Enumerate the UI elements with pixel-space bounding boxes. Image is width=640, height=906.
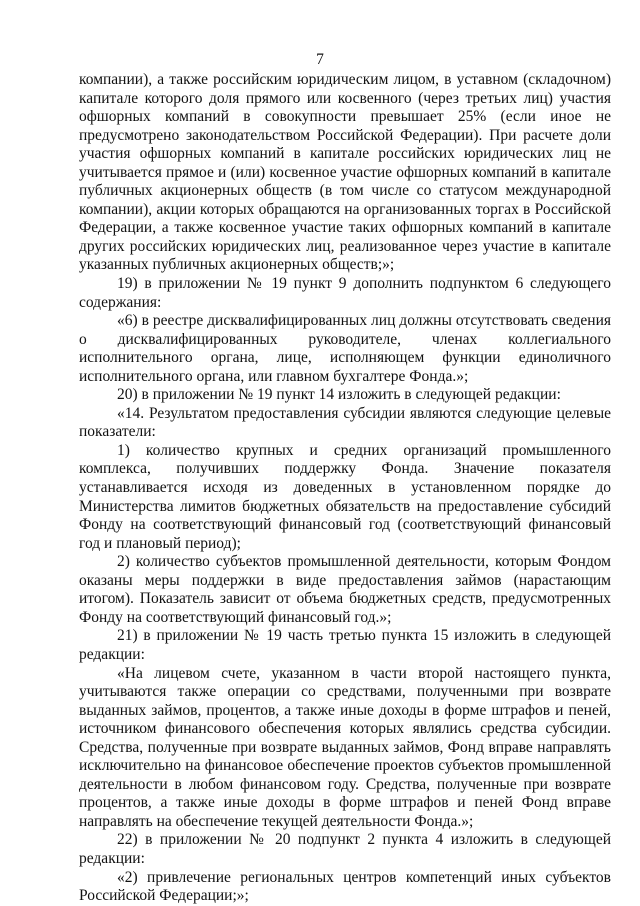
paragraph-offshore-continuation: компании), а также российским юридическим лицом, в уставном (складочном) капитале которого доля прямого или косвенного (через третьих лиц) участия офшорных компаний в совокупности превышает 25% (если иное не предусмотрено законодательством Российской Федерации). При расчете доли участия офшорных компаний в капитале российских юридических лиц не учитывается прямое и (или) косвенное участие офшорных компаний в капитале публичных акционерных обществ (в том числе со статусом международной компании), акции которых обращаются на организованных торгах в Российской Федерации, а также косвенное участие таких офшорных компаний в капитале других российских юридических лиц, реализованное через участие в капитале указанных публичных акционерных обществ;»; <box>79 71 611 274</box>
paragraph-indicator-2: 2) количество субъектов промышленной деятельности, которым Фондом оказаны меры поддержки в виде предоставления займов (нарастающим итогом). Показатель зависит от объема бюджетных средств, предусмотренных Фонду на соответствующий финансовый год.»; <box>79 553 611 626</box>
paragraph-subitem-2-quote: «2) привлечение региональных центров компетенций иных субъектов Российской Федерации;»; <box>79 868 611 905</box>
paragraph-subitem-6-quote: «6) в реестре дисквалифицированных лиц должны отсутствовать сведения о дисквалифицированных руководителе, членах коллегиального исполнительного органа, лице, исполняющем функции единоличного исполнительного органа, или главном бухгалтере Фонда.»; <box>79 312 611 385</box>
paragraph-account-quote: «На лицевом счете, указанном в части второй настоящего пункта, учитываются также операции со средствами, полученными при возврате выданных займов, процентов, а также иные доходы в форме штрафов и пеней, источником финансового обеспечения которых являлись средства субсидии. Средства, полученные при возврате выданных займов, Фонд вправе направлять исключительно на финансовое обеспечение проектов субъектов промышленной деятельности в любом финансовом году. Средства, полученные при возврате процентов, а также иные доходы в форме штрафов и пеней Фонд вправе направлять на обеспечение текущей деятельности Фонда.»; <box>79 664 611 830</box>
document-body <box>79 71 611 906</box>
paragraph-item-20: 20) в приложении № 19 пункт 14 изложить в следующей редакции: <box>117 386 561 404</box>
page-number: 7 <box>316 51 324 68</box>
paragraph-indicator-1: 1) количество крупных и средних организаций промышленного комплекса, получивших поддержку Фонда. Значение показателя устанавливается исходя из доведенных в установленном порядке до Министерства лимитов бюджетных обязательств на предоставление субсидий Фонду на соответствующий финансовый год (соответствующий финансовый год и плановый период); <box>79 441 611 552</box>
paragraph-item-21: 21) в приложении № 19 часть третью пункта 15 изложить в следующей редакции: <box>79 627 611 663</box>
paragraph-item-22: 22) в приложении № 20 подпункт 2 пункта 4 изложить в следующей редакции: <box>79 831 611 867</box>
paragraph-point-14-quote: «14. Результатом предоставления субсидии являются следующие целевые показатели: <box>79 404 611 441</box>
paragraph-item-19: 19) в приложении № 19 пункт 9 дополнить подпунктом 6 следующего содержания: <box>79 275 611 311</box>
